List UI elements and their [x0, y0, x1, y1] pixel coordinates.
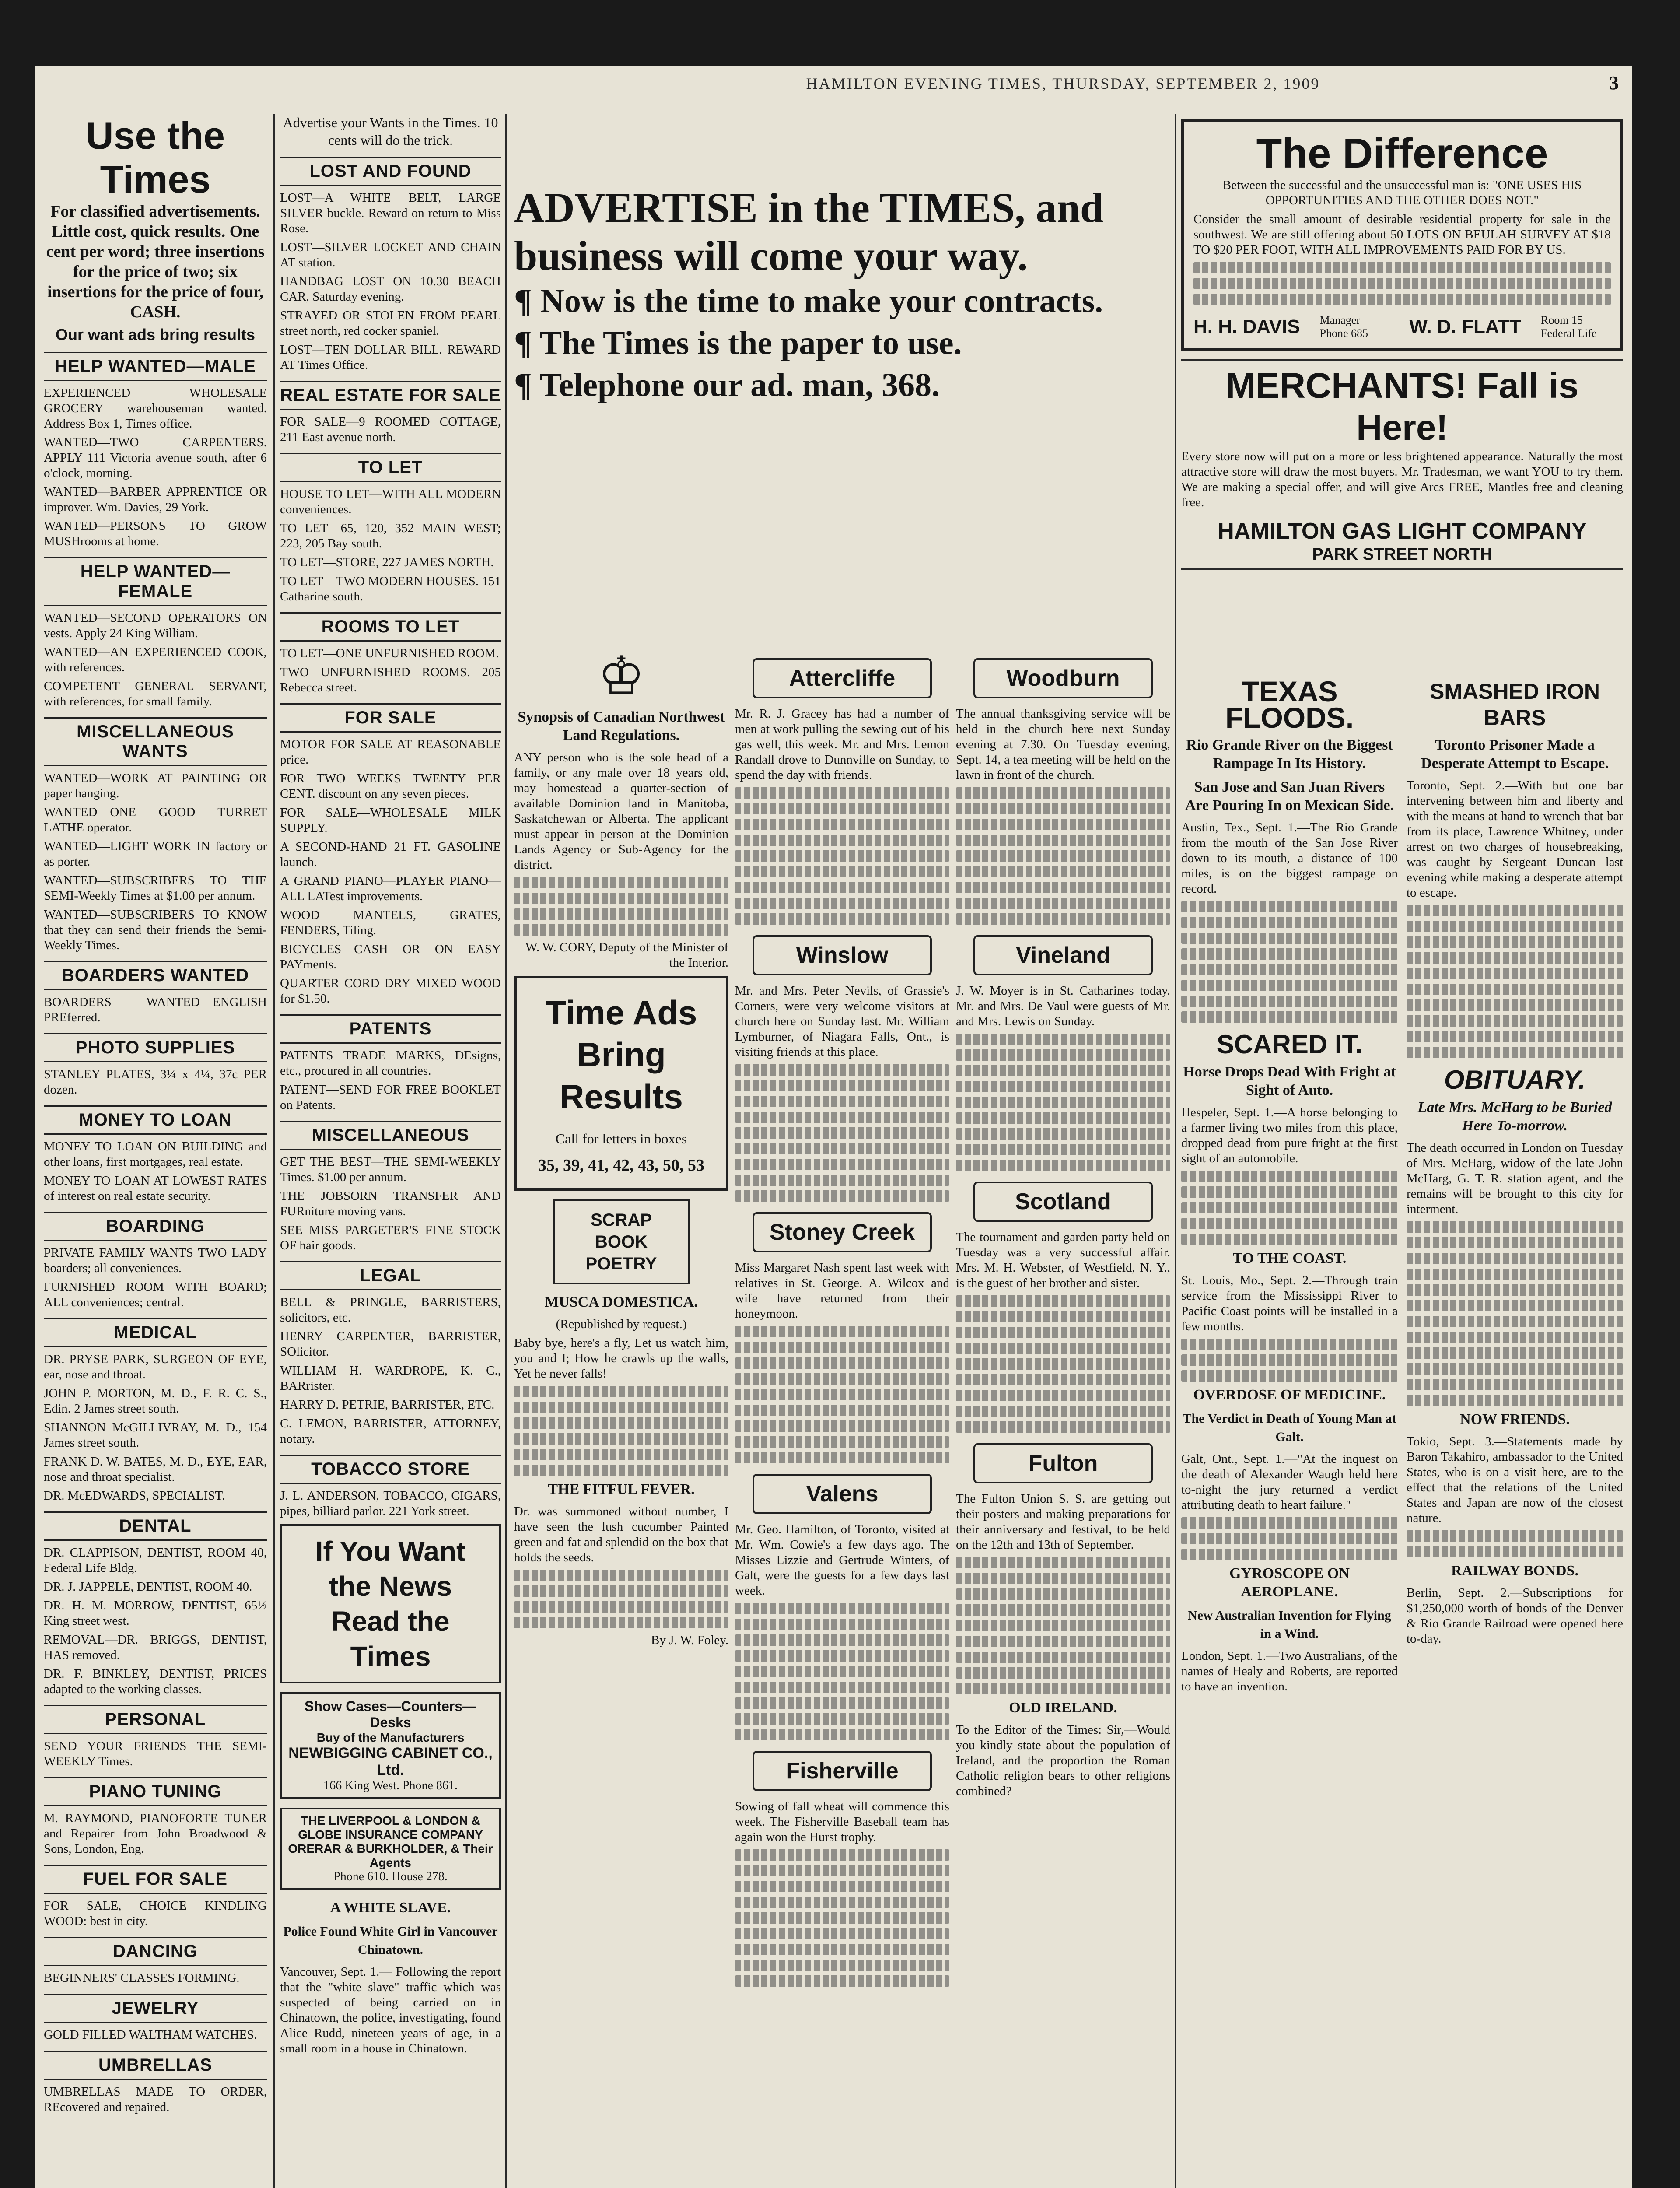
- gyro-sub: New Australian Invention for Flying in a Wind.: [1188, 1608, 1391, 1641]
- classified-ad: M. RAYMOND, PIANOFORTE TUNER and Repairer from John Broadwood & Sons, London, Eng.: [44, 1811, 267, 1856]
- classified-ad: C. LEMON, BARRISTER, ATTORNEY, notary.: [280, 1417, 501, 1446]
- classified-ad: EXPERIENCED WHOLESALE GROCERY warehouseman wanted. Address Box 1, Times office.: [44, 386, 267, 431]
- poem1-body: Baby bye, here's a fly, Let us watch him, you and I; How he crawls up the walls, Yet he never falls!: [514, 1336, 728, 1381]
- town-news: Sowing of fall wheat will commence this week. The Fisherville Baseball team has again won the Hurst trophy.: [735, 1799, 949, 1844]
- section-heading: PERSONAL: [44, 1705, 267, 1734]
- classified-ad: PATENT—SEND FOR FREE BOOKLET on Patents.: [280, 1083, 501, 1112]
- texas-body: Austin, Tex., Sept. 1.—The Rio Grande from the mouth of the San Jose River down to its mouth, a distance of 100 miles, is on the biggest rampage on record.: [1181, 820, 1398, 896]
- cabinet-ad: [280, 1692, 501, 1799]
- town-news: Mr. Geo. Hamilton, of Toronto, visited at Mr. Wm. Cowie's a few days ago. The Misses Lizzie and Gertrude Winters, of Galt, were the guests for a few days last week.: [735, 1522, 949, 1598]
- advert-line4: ¶ Telephone our ad. man, 368.: [514, 367, 940, 403]
- classified-ad: STANLEY PLATES, 3¼ x 4¼, 37c PER dozen.: [44, 1067, 267, 1097]
- classified-ad: HANDBAG LOST ON 10.30 BEACH CAR, Saturday evening.: [280, 274, 501, 304]
- obituary-sub: Late Mrs. McHarg to be Buried Here To-morrow.: [1418, 1099, 1612, 1134]
- classified-ad: DR. H. M. MORROW, DENTIST, 65½ King street west.: [44, 1599, 267, 1628]
- classified-ad: JOHN P. MORTON, M. D., F. R. C. S., Edin. 2 James street south.: [44, 1386, 267, 1416]
- obituary-headline: OBITUARY.: [1444, 1065, 1586, 1094]
- overdose-body: Galt, Ont., Sept. 1.—"At the inquest on the death of Alexander Waugh held here to-night the jury returned a verdict attributing death to heart failure.": [1181, 1452, 1398, 1512]
- poem2-title: THE FITFUL FEVER.: [548, 1481, 695, 1497]
- difference-ad: [1181, 119, 1623, 351]
- classified-ad: A GRAND PIANO—PLAYER PIANO—ALL LATest improvements.: [280, 874, 501, 903]
- classified-ad: FOR SALE—9 ROOMED COTTAGE, 211 East avenue north.: [280, 415, 501, 444]
- town-heading: Vineland: [973, 935, 1153, 975]
- classified-ad: FOR SALE, CHOICE KINDLING WOOD: best in city.: [44, 1899, 267, 1928]
- section-heading: HELP WANTED—FEMALE: [44, 557, 267, 606]
- section-heading: BOARDERS WANTED: [44, 961, 267, 990]
- town-heading: Stoney Creek: [752, 1212, 932, 1252]
- classified-ad: SHANNON McGILLIVRAY, M. D., 154 James street south.: [44, 1420, 267, 1450]
- cabinet-ad-line2: Buy of the Manufacturers: [316, 1731, 465, 1744]
- classified-ad: DR. McEDWARDS, SPECIALIST.: [44, 1489, 225, 1503]
- difference-agent1-info: Manager Phone 685: [1320, 314, 1368, 340]
- insurance-ad-line2: ORERAR & BURKHOLDER, & Their Agents: [288, 1842, 493, 1869]
- section-heading: JEWELRY: [44, 1994, 267, 2023]
- section-heading: UMBRELLAS: [44, 2051, 267, 2080]
- friends-body: Tokio, Sept. 3.—Statements made by Baron Takahiro, ambassador to the United States, who is on a visit here, are to the effect that the relations of the United States and Japan are now of the closest nature.: [1407, 1434, 1623, 1525]
- texas-sub1: Rio Grande River on the Biggest Rampage In Its History.: [1186, 737, 1393, 771]
- gyro-headline: GYROSCOPE ON AEROPLANE.: [1229, 1565, 1350, 1600]
- classified-ad: STRAYED OR STOLEN FROM PEARL street north, red cocker spaniel.: [280, 309, 501, 338]
- classified-ad: WANTED—SECOND OPERATORS ON vests. Apply 24 King William.: [44, 611, 267, 640]
- town-news: Mr. R. J. Gracey has had a number of men at work pulling the sewing out of his gas well, this week. Mr. and Mrs. Lemon Randall drove to Dunnville on Sunday, to spend the day with friends.: [735, 707, 949, 782]
- right-top: [1181, 114, 1623, 574]
- use-times-headline: Use the Times: [86, 114, 225, 201]
- town-heading: Woodburn: [973, 658, 1153, 698]
- land-headline: Synopsis of Canadian Northwest Land Regulations.: [518, 709, 725, 743]
- masthead: HAMILTON EVENING TIMES, THURSDAY, SEPTEMBER 2, 1909: [806, 75, 1320, 92]
- difference-body: Consider the small amount of desirable residential property for sale in the southwest. We are still offering about 50 LOTS ON BEULAH SURVEY AT $18 TO $20 PER FOOT, WITH ALL IMPROVEMENTS PAID FOR BY US.: [1194, 212, 1611, 257]
- classified-ad: FOR TWO WEEKS TWENTY PER CENT. discount on any seven pieces.: [280, 771, 501, 801]
- classified-ad: SEND YOUR FRIENDS THE SEMI-WEEKLY Times.: [44, 1739, 267, 1768]
- smashed-sub: Toronto Prisoner Made a Desperate Attempt to Escape.: [1421, 737, 1609, 771]
- right-column-b: [1407, 670, 1623, 1650]
- classified-ad: DR. PRYSE PARK, SURGEON OF EYE, ear, nose and throat.: [44, 1352, 267, 1382]
- cabinet-ad-line3: NEWBIGGING CABINET CO., Ltd.: [288, 1745, 493, 1778]
- classified-ad: UMBRELLAS MADE TO ORDER, REcovered and repaired.: [44, 2085, 267, 2114]
- town-heading: Winslow: [752, 935, 932, 975]
- crest-icon: ♔: [598, 648, 645, 705]
- news-ad-title: If You Want the News Read the Times: [315, 1536, 466, 1672]
- old-ireland-headline: OLD IRELAND.: [1009, 1700, 1117, 1716]
- section-heading: REAL ESTATE FOR SALE: [280, 381, 501, 410]
- col2-sections: [280, 157, 501, 1519]
- advert-line2: ¶ Now is the time to make your contracts.: [514, 283, 1103, 319]
- gas-address: PARK STREET NORTH: [1312, 545, 1492, 564]
- center-column-b: [735, 648, 949, 1991]
- town-heading: Fisherville: [752, 1751, 932, 1791]
- poem1-note: (Republished by request.): [556, 1317, 687, 1331]
- coast-body: St. Louis, Mo., Sept. 2.—Through train service from the Mississippi River to Pacific Coast points will be installed in a few months.: [1181, 1273, 1398, 1333]
- classified-ad: THE JOBSORN TRANSFER AND FURniture moving vans.: [280, 1189, 501, 1218]
- scrap-book-title: SCRAP BOOK POETRY: [585, 1210, 657, 1273]
- section-heading: ROOMS TO LET: [280, 612, 501, 642]
- coast-headline: TO THE COAST.: [1232, 1250, 1347, 1266]
- white-slave-headline: A WHITE SLAVE.: [330, 1900, 451, 1916]
- friends-headline: NOW FRIENDS.: [1460, 1411, 1570, 1427]
- classified-ad: MONEY TO LOAN AT LOWEST RATES of interest on real estate security.: [44, 1174, 267, 1203]
- classified-ad: WANTED—WORK AT PAINTING OR paper hanging.: [44, 771, 267, 800]
- time-ads-box: [514, 976, 728, 1191]
- section-heading: HELP WANTED—MALE: [44, 352, 267, 381]
- smashed-headline: SMASHED IRON BARS: [1430, 679, 1600, 730]
- railway-headline: RAILWAY BONDS.: [1451, 1563, 1578, 1579]
- section-heading: PIANO TUNING: [44, 1777, 267, 1806]
- classifieds-column-1: [44, 114, 267, 2118]
- classifieds-column-2: [280, 114, 501, 2060]
- classified-ad: FRANK D. W. BATES, M. D., EYE, EAR, nose and throat specialist.: [44, 1455, 267, 1484]
- classified-ad: LOST—A WHITE BELT, LARGE SILVER buckle. Reward on return to Miss Rose.: [280, 191, 501, 235]
- difference-agent2: W. D. FLATT: [1409, 316, 1522, 337]
- classified-ad: DR. CLAPPISON, DENTIST, ROOM 40, Federal Life Bldg.: [44, 1546, 267, 1575]
- classified-ad: FOR SALE—WHOLESALE MILK SUPPLY.: [280, 806, 501, 835]
- poem2-body: Dr. was summoned without number, I have seen the lush cucumber Painted green and fat and splendid on the box that holds the seeds.: [514, 1504, 728, 1564]
- overdose-headline: OVERDOSE OF MEDICINE.: [1193, 1387, 1386, 1403]
- town-heading: Fulton: [973, 1443, 1153, 1483]
- section-heading: MEDICAL: [44, 1318, 267, 1347]
- railway-body: Berlin, Sept. 2.—Subscriptions for $1,250,000 worth of bonds of the Denver & Rio Grande Railroad were opened here to-day.: [1407, 1586, 1623, 1646]
- classified-ad: SEE MISS PARGETER'S FINE STOCK OF hair goods.: [280, 1223, 501, 1252]
- classified-ad: A SECOND-HAND 21 FT. GASOLINE launch.: [280, 840, 501, 869]
- cabinet-ad-line1: Show Cases—Counters—Desks: [304, 1698, 476, 1730]
- section-heading: MISCELLANEOUS WANTS: [44, 717, 267, 766]
- advertise-times-ad: [514, 184, 1166, 406]
- use-times-tagline: Our want ads bring results: [55, 326, 256, 344]
- difference-subtitle: Between the successful and the unsuccessful man is: "ONE USES HIS OPPORTUNITIES AND THE OTHER DOES NOT.": [1222, 178, 1582, 207]
- scared-headline: SCARED IT.: [1216, 1030, 1363, 1059]
- classified-ad: WANTED—PERSONS TO GROW MUSHrooms at home.: [44, 519, 267, 548]
- classified-ad: PATENTS TRADE MARKS, DEsigns, etc., procured in all countries.: [280, 1048, 501, 1078]
- town-heading: Valens: [752, 1474, 932, 1514]
- classified-ad: TO LET—STORE, 227 JAMES NORTH.: [280, 555, 494, 569]
- town-news: The Fulton Union S. S. are getting out their posters and making preparations for their anniversary and festival, to be held on the 12th and 13th of September.: [956, 1492, 1170, 1552]
- classified-ad: WILLIAM H. WARDROPE, K. C., BARrister.: [280, 1364, 501, 1393]
- classified-ad: HOUSE TO LET—WITH ALL MODERN conveniences.: [280, 487, 501, 516]
- gas-company: HAMILTON GAS LIGHT COMPANY: [1218, 519, 1587, 544]
- insurance-ad-line1: THE LIVERPOOL & LONDON & GLOBE INSURANCE COMPANY: [298, 1814, 483, 1841]
- texas-headline: TEXAS FLOODS.: [1225, 675, 1354, 734]
- section-heading: TOBACCO STORE: [280, 1455, 501, 1484]
- town-news: Mr. and Mrs. Peter Nevils, of Grassie's Corners, were very welcome visitors at church here on Sunday last. Mr. William Lymburner, of Niagara Falls, Ont., is visiting friends at this place.: [735, 984, 949, 1059]
- classified-ad: GET THE BEST—THE SEMI-WEEKLY Times. $1.00 per annum.: [280, 1155, 501, 1184]
- advert-line1: ADVERTISE in the TIMES, and business will come your way.: [514, 184, 1104, 279]
- time-ads-line4: Call for letters in boxes: [555, 1131, 687, 1147]
- classified-ad: FURNISHED ROOM WITH BOARD; ALL conveniences; central.: [44, 1280, 267, 1309]
- center-column-c: [956, 648, 1170, 1802]
- classified-ad: BICYCLES—CASH OR ON EASY PAYments.: [280, 942, 501, 971]
- classified-ad: TO LET—ONE UNFURNISHED ROOM.: [280, 646, 499, 660]
- time-ads-line2: Bring: [577, 1035, 666, 1074]
- section-heading: LOST AND FOUND: [280, 157, 501, 186]
- classified-ad: WANTED—ONE GOOD TURRET LATHE operator.: [44, 805, 267, 835]
- classified-ad: HENRY CARPENTER, BARRISTER, SOlicitor.: [280, 1329, 501, 1359]
- town-news: The tournament and garden party held on Tuesday was a very successful affair. Mrs. M. H. Webster, of Westfield, N. Y., is the guest of her brother and sister.: [956, 1230, 1170, 1290]
- time-ads-line3: Results: [560, 1077, 683, 1116]
- town-news: Miss Margaret Nash spent last week with relatives in St. George. A. Wilcox and wife have returned from their honeymoon.: [735, 1261, 949, 1321]
- classified-ad: PRIVATE FAMILY WANTS TWO LADY boarders; all conveniences.: [44, 1246, 267, 1275]
- insurance-ad-line3: Phone 610. House 278.: [333, 1870, 448, 1883]
- classified-ad: WANTED—SUBSCRIBERS TO THE SEMI-Weekly Times at $1.00 per annum.: [44, 873, 267, 903]
- classified-ad: WANTED—BARBER APPRENTICE OR improver. Wm. Davies, 29 York.: [44, 485, 267, 514]
- white-slave-body: Vancouver, Sept. 1.— Following the report that the "white slave" traffic which was suspected of being carried on in Chinatown, the police, investigating, found Alice Rudd, nineteen years of age, in a small room in a house in Chinatown.: [280, 1965, 501, 2055]
- land-body: ANY person who is the sole head of a family, or any male over 18 years old, may homestead a quarter-section of available Dominion land in Manitoba, Saskatchewan or Alberta. The applicant must appear in person at the Dominion Lands Agency or Sub-Agency for the district.: [514, 750, 728, 872]
- town-heading: Scotland: [973, 1182, 1153, 1222]
- col2-intro: Advertise your Wants in the Times. 10 cents will do the trick.: [283, 115, 498, 148]
- old-ireland-body: To the Editor of the Times: Sir,—Would you kindly state about the population of Ireland, and the proportion the Roman Catholic religion bears to other religions combined?: [956, 1723, 1170, 1798]
- section-heading: BOARDING: [44, 1212, 267, 1241]
- cabinet-ad-line4: 166 King West. Phone 861.: [323, 1779, 458, 1792]
- overdose-sub: The Verdict in Death of Young Man at Galt.: [1183, 1411, 1396, 1444]
- classified-ad: J. L. ANDERSON, TOBACCO, CIGARS, pipes, billiard parlor. 221 York street.: [280, 1489, 501, 1518]
- section-heading: MISCELLANEOUS: [280, 1121, 501, 1150]
- smashed-body: Toronto, Sept. 2.—With but one bar intervening between him and liberty and with the means at hand to wrench that bar from its place, Lawrence Whitney, under arrest on two charges of housebreaking, was caught by Sergeant Duncan last evening while making a desperate attempt to escape.: [1407, 778, 1623, 900]
- classified-ad: TWO UNFURNISHED ROOMS. 205 Rebecca street.: [280, 665, 501, 694]
- classified-ad: COMPETENT GENERAL SERVANT, with references, for small family.: [44, 679, 267, 708]
- classified-ad: WANTED—AN EXPERIENCED COOK, with references.: [44, 645, 267, 674]
- section-heading: PHOTO SUPPLIES: [44, 1033, 267, 1062]
- classified-ad: TO LET—TWO MODERN HOUSES. 151 Catharine south.: [280, 574, 501, 603]
- section-heading: DANCING: [44, 1937, 267, 1966]
- poem1-title: MUSCA DOMESTICA.: [545, 1294, 698, 1310]
- news-ad: [280, 1524, 501, 1683]
- merchants-title: MERCHANTS! Fall is Here!: [1225, 366, 1579, 448]
- classified-ad: HARRY D. PETRIE, BARRISTER, ETC.: [280, 1398, 495, 1412]
- center-column-a: [514, 648, 728, 1652]
- section-heading: MONEY TO LOAN: [44, 1105, 267, 1135]
- classified-ad: MONEY TO LOAN ON BUILDING and other loans, first mortgages, real estate.: [44, 1140, 267, 1169]
- difference-agent2-info: Room 15 Federal Life: [1540, 314, 1597, 340]
- texas-sub2: San Jose and San Juan Rivers Are Pouring In on Mexican Side.: [1185, 779, 1394, 813]
- classified-ad: TO LET—65, 120, 352 MAIN WEST; 223, 205 Bay south.: [280, 521, 501, 551]
- use-times-intro: For classified advertisements. Little cost, quick results. One cent per word; three insertions for the price of two; six insertions for the price of four, CASH.: [46, 202, 265, 321]
- section-heading: DENTAL: [44, 1511, 267, 1541]
- time-ads-line1: Time Ads: [545, 993, 697, 1032]
- classified-ad: GOLD FILLED WALTHAM WATCHES.: [44, 2028, 257, 2042]
- classified-ad: QUARTER CORD DRY MIXED WOOD for $1.50.: [280, 976, 501, 1006]
- section-heading: TO LET: [280, 453, 501, 482]
- town-heading: Attercliffe: [752, 658, 932, 698]
- land-sign: W. W. CORY, Deputy of the Minister of the Interior.: [525, 940, 728, 970]
- difference-agent1: H. H. DAVIS: [1194, 316, 1300, 337]
- section-heading: PATENTS: [280, 1014, 501, 1044]
- scared-sub: Horse Drops Dead With Fright at Sight of Auto.: [1183, 1064, 1396, 1098]
- col1-sections: [44, 352, 267, 2115]
- right-column-a: [1181, 670, 1398, 1698]
- obituary-body: The death occurred in London on Tuesday of Mrs. McHarg, widow of the late John McHarg, G. T. R. station agent, and the remains will be brought to this city for interment.: [1407, 1141, 1623, 1216]
- classified-ad: REMOVAL—DR. BRIGGS, DENTIST, HAS removed.: [44, 1633, 267, 1662]
- page-number: 3: [1609, 72, 1619, 94]
- section-heading: LEGAL: [280, 1261, 501, 1290]
- classified-ad: WANTED—TWO CARPENTERS. APPLY 111 Victoria avenue south, after 6 o'clock, morning.: [44, 435, 267, 480]
- classified-ad: BEGINNERS' CLASSES FORMING.: [44, 1971, 240, 1985]
- classified-ad: WOOD MANTELS, GRATES, FENDERS, Tiling.: [280, 908, 501, 937]
- time-ads-line5: 35, 39, 41, 42, 43, 50, 53: [538, 1156, 704, 1175]
- gyro-body: London, Sept. 1.—Two Australians, of the names of Healy and Roberts, are reported to have an invention.: [1181, 1649, 1398, 1694]
- classified-ad: MOTOR FOR SALE AT REASONABLE price.: [280, 737, 501, 767]
- classified-ad: WANTED—SUBSCRIBERS TO KNOW that they can send their friends the Semi-Weekly Times.: [44, 908, 267, 952]
- difference-title: The Difference: [1256, 130, 1548, 177]
- advert-line3: ¶ The Times is the paper to use.: [514, 325, 962, 361]
- town-news: J. W. Moyer is in St. Catharines today. Mr. and Mrs. De Vaul were guests of Mr. and Mrs. Lewis on Sunday.: [956, 984, 1170, 1028]
- classified-ad: DR. F. BINKLEY, DENTIST, PRICES adapted to the working classes.: [44, 1667, 267, 1696]
- classified-ad: WANTED—LIGHT WORK IN factory or as porter.: [44, 839, 267, 869]
- merchants-body: Every store now will put on a more or less brightened appearance. Naturally the most attractive store will draw the most buyers. Mr. Tradesman, we want YOU to try them. We are making a special offer, and will give Arcs FREE, Mantles free and cleaning free.: [1181, 449, 1623, 509]
- classified-ad: LOST—TEN DOLLAR BILL. REWARD AT Times Office.: [280, 343, 501, 372]
- newspaper-page: [35, 66, 1632, 2188]
- classified-ad: BOARDERS WANTED—ENGLISH PREferred.: [44, 995, 267, 1024]
- scared-body: Hespeler, Sept. 1.—A horse belonging to a farmer living two miles from this place, dropped dead from pure fright at the first sight of an automobile.: [1181, 1105, 1398, 1165]
- classified-ad: LOST—SILVER LOCKET AND CHAIN AT station.: [280, 240, 501, 270]
- town-news: The annual thanksgiving service will be held in the church here next Sunday evening at 7.30. On Tuesday evening, Sept. 14, a tea meeting will be held on the lawn in front of the church.: [956, 707, 1170, 782]
- poem2-sign: —By J. W. Foley.: [638, 1633, 728, 1647]
- insurance-ad: [280, 1808, 501, 1890]
- section-heading: FOR SALE: [280, 703, 501, 733]
- section-heading: FUEL FOR SALE: [44, 1865, 267, 1894]
- scrap-book-box: [553, 1199, 690, 1284]
- classified-ad: DR. J. JAPPELE, DENTIST, ROOM 40.: [44, 1580, 252, 1594]
- white-slave-subhead: Police Found White Girl in Vancouver Chinatown.: [283, 1924, 498, 1957]
- classified-ad: BELL & PRINGLE, BARRISTERS, solicitors, etc.: [280, 1295, 501, 1325]
